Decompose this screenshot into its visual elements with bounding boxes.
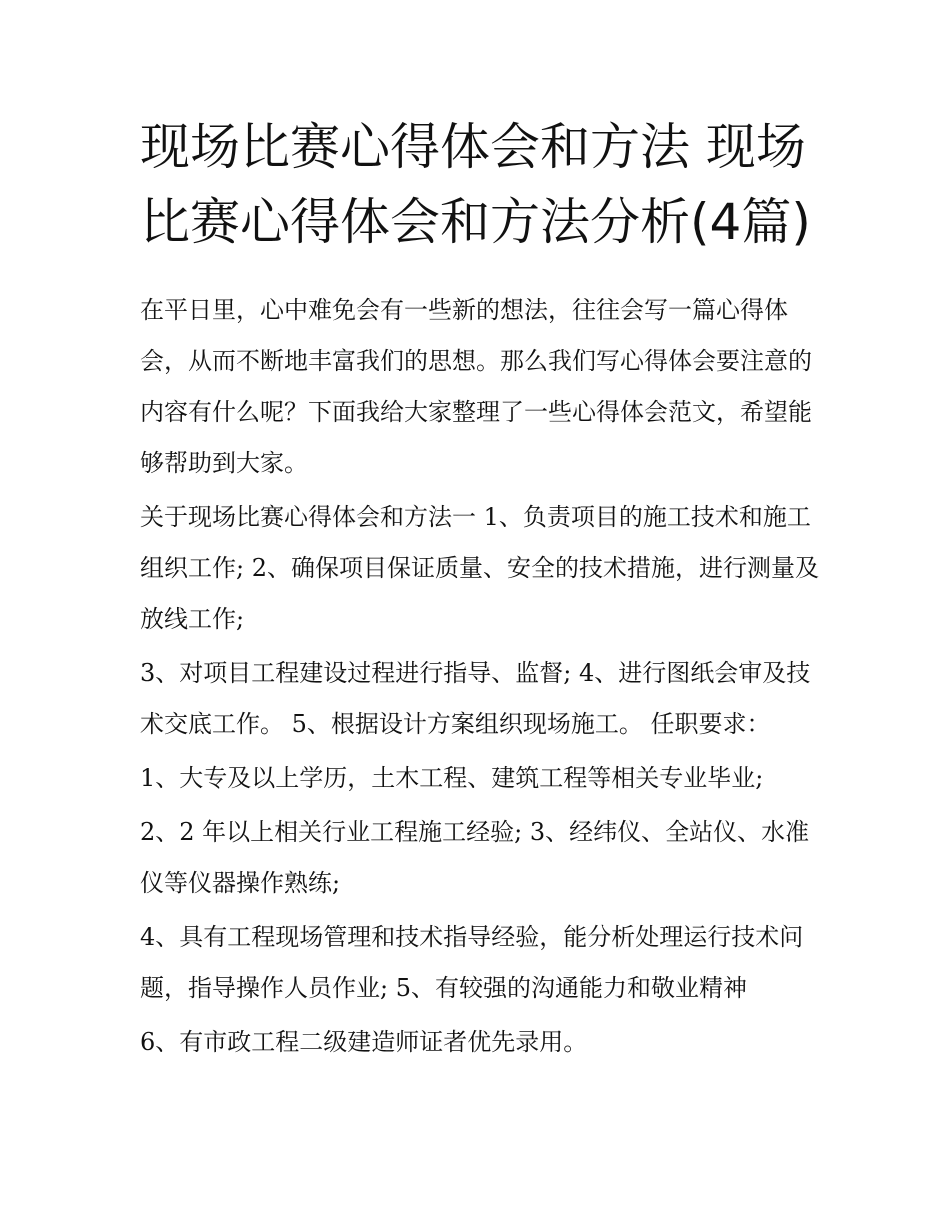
document-title: 现场比赛心得体会和方法 现场比赛心得体会和方法分析(4篇) <box>140 118 811 251</box>
paragraph-requirement-1: 1、大专及以上学历，土木工程、建筑工程等相关专业毕业; <box>140 764 764 792</box>
paragraph-requirement-3: 4、具有工程现场管理和技术指导经验，能分析处理运行技术问题，指导操作人员作业; 5、有较强的沟通能力和敬业精神 <box>140 923 804 1002</box>
document-page <box>140 110 820 1071</box>
paragraph-requirement-2: 2、2 年以上相关行业工程施工经验; 3、经纬仪、全站仪、水准仪等仪器操作熟练; <box>140 818 810 897</box>
paragraph-duties-1: 关于现场比赛心得体会和方法一 1、负责项目的施工技术和施工组织工作; 2、确保项目保证质量、安全的技术措施，进行测量及放线工作; <box>140 503 819 633</box>
document-body <box>140 285 820 1068</box>
paragraph-requirement-4: 6、有市政工程二级建造师证者优先录用。 <box>140 1028 588 1056</box>
paragraph-duties-2: 3、对项目工程建设过程进行指导、监督; 4、进行图纸会审及技术交底工作。 5、根据设计方案组织现场施工。 任职要求： <box>140 659 811 738</box>
paragraph-intro: 在平日里，心中难免会有一些新的想法，往往会写一篇心得体会，从而不断地丰富我们的思想。那么我们写心得体会要注意的内容有什么呢？下面我给大家整理了一些心得体会范文，希望能够帮助到大家。 <box>140 296 812 477</box>
